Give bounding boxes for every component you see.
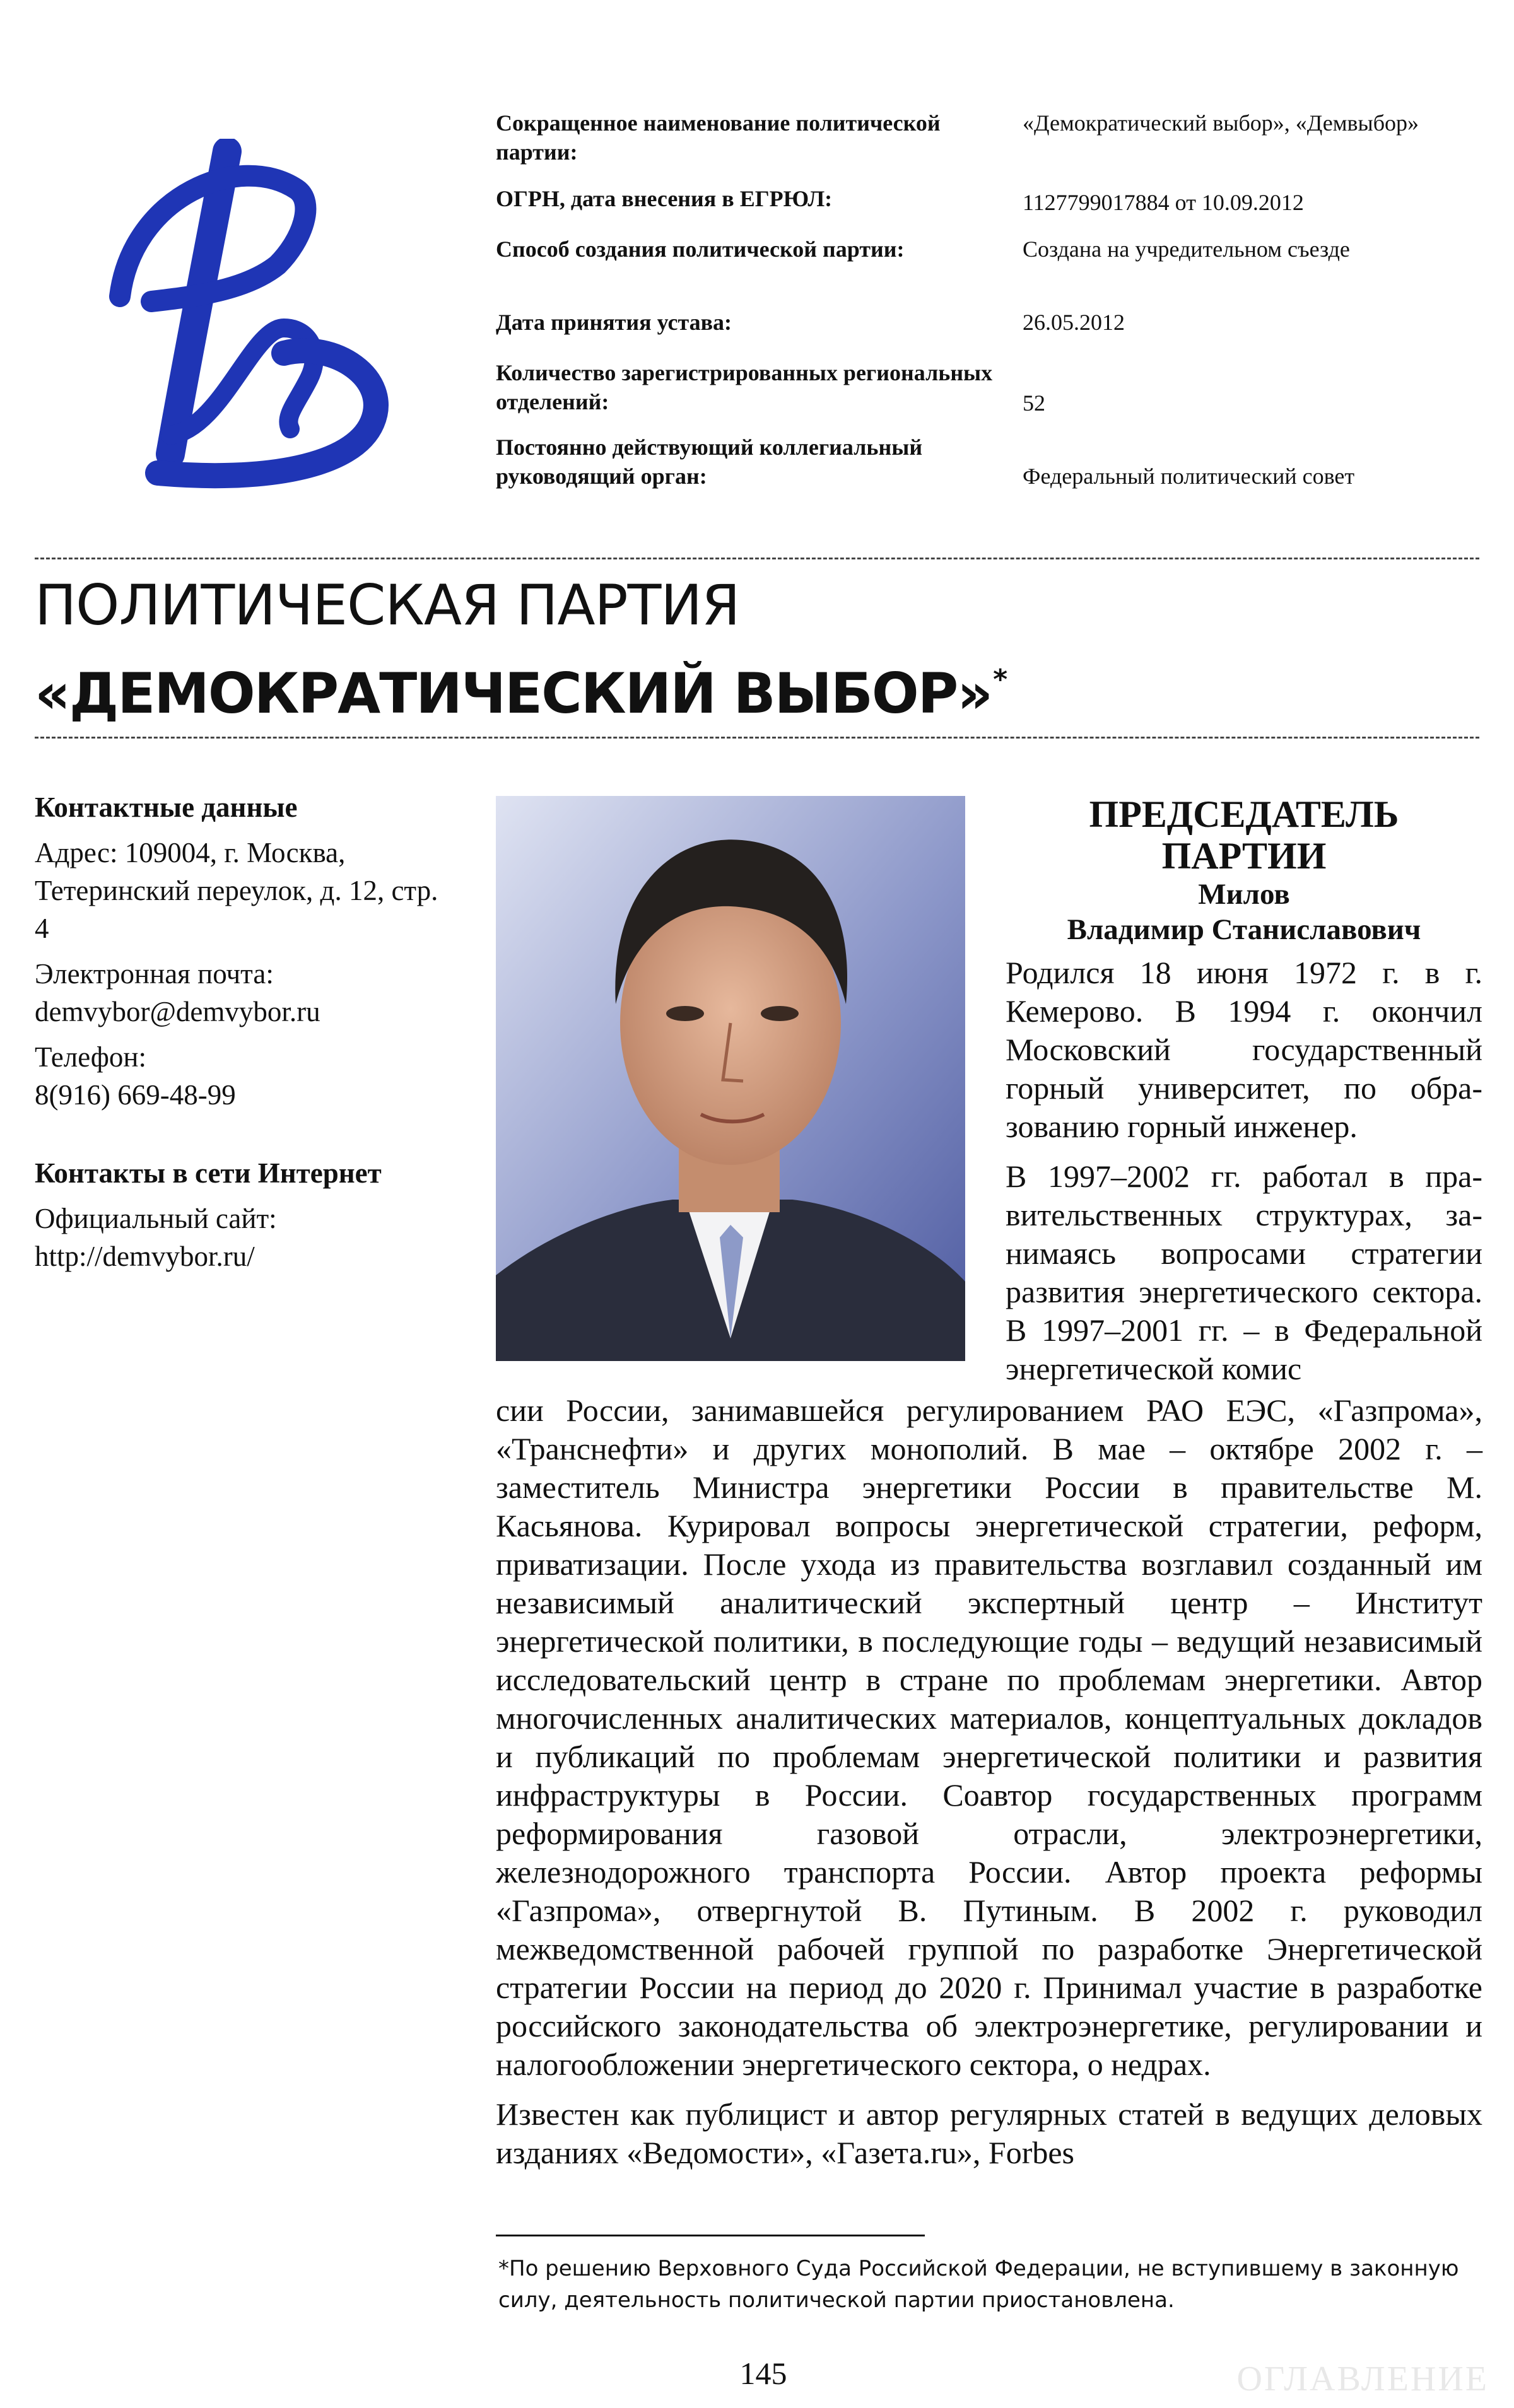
info-row — [496, 235, 1486, 308]
party-name: «ДЕМОКРАТИЧЕСКИЙ ВЫБОР» — [35, 661, 992, 726]
site-link[interactable]: http://demvybor.ru/ — [35, 1241, 255, 1272]
info-label: Сокращенное наименование политической партии: — [496, 110, 941, 165]
internet-heading: Контакты в сети Интернет — [35, 1157, 382, 1189]
address-value: 109004, г. Москва, Тетеринский переулок, д. 12, стр. 4 — [35, 837, 438, 944]
info-label: Количество зарегистрированных региональных отделений: — [496, 360, 993, 414]
page-title-line1: ПОЛИТИЧЕСКАЯ ПАРТИЯ — [35, 573, 740, 638]
chairman-photo — [496, 796, 965, 1361]
address-label: Адрес: — [35, 837, 118, 868]
divider-top — [35, 558, 1479, 559]
bio-paragraph: сии России, занимавшейся регулированием РАО ЕЭС, «Газпрома», «Транснефти» и других монополий. В мае – октябре 2002 г. – заместитель Министра энергетики России в правительстве М. Касьянова. Курировал вопросы энергетической стратегии, реформ, приватизации. После ухода из правительства возглавил созданный им независимый аналитический экспертный центр – Институт энергетической политики, в последующие годы – ведущий независимый исследовательский центр в стране по проблемам энергетики. Автор многочисленных аналитических материалов, концептуальных докладов и публикаций по проблемам энергетической политики и развития инфраструктуры в России. Соавтор государственных программ реформирования газовой отрасли, электроэнергетики, железнодорожного транспорта России. Автор проекта реформы «Газпрома», отвергнутой В. Путиным. В 2002 г. руководил межведомственной рабочей группой по разработке Энергетической стратегии России на период до 2020 г. Принимал участие в разработке российского законодательства об электроэнергетике, регулировании и налогообложении энергетического сектора, о недрах. — [496, 1393, 1482, 2082]
chairman-role-line1: ПРЕДСЕДАТЕЛЬ — [1089, 793, 1399, 835]
email-link[interactable]: demvybor@demvybor.ru — [35, 996, 320, 1027]
phone-label: Телефон: — [35, 1041, 146, 1073]
info-label: ОГРН, дата внесения в ЕГРЮЛ: — [496, 186, 833, 211]
bio-paragraph: Известен как публицист и автор регулярных статей в ведущих деловых изданиях «Ведомости», «Газета.ru», Forbes — [496, 2096, 1482, 2170]
toc-link[interactable]: ОГЛАВЛЕНИЕ — [1236, 2359, 1489, 2399]
footnote-mark: * — [993, 663, 1007, 696]
divider-bottom — [35, 737, 1479, 739]
bio-paragraph: В 1997–2002 гг. работал в правительственных структурах, занимаясь вопросами стратегии развития энергетического сектора. В 1997–2001 гг. – в Федеральной энергетической комис — [1006, 1159, 1482, 1386]
address — [35, 834, 451, 947]
page-number: 145 — [739, 2356, 787, 2391]
info-label: Способ создания политической партии: — [496, 237, 905, 262]
info-value: 1127799017884 от 10.09.2012 — [1023, 190, 1304, 215]
contacts-section — [35, 788, 451, 1275]
chairman-name: Владимир Станиславович — [1067, 913, 1421, 946]
info-label: Постоянно действующий коллегиальный руководящий орган: — [496, 435, 923, 489]
info-row — [496, 433, 1486, 496]
footnote-rule — [496, 2235, 925, 2236]
page-title-line2 — [35, 648, 1006, 725]
info-row — [496, 358, 1486, 433]
chairman-header — [1006, 793, 1482, 947]
footnote: *По решению Верховного Суда Российской Федерации, не вступившему в законную силу, деятельность политической партии приостановлена. — [498, 2256, 1459, 2313]
info-row — [496, 108, 1486, 184]
party-logo-mark — [95, 139, 397, 492]
info-value: Федеральный политический совет — [1023, 464, 1355, 489]
info-value: Создана на учредительном съезде — [1023, 237, 1350, 262]
chairman-surname: Милов — [1198, 878, 1290, 911]
party-logo — [95, 139, 397, 492]
biography-column — [1006, 954, 1482, 1400]
phone-value: 8(916) 669-48-99 — [35, 1079, 236, 1111]
party-info-table — [496, 108, 1486, 496]
bio-paragraph: Родился 18 июня 1972 г. в г. Кемерово. В 1994 г. окончил Московский государственный горный университет, по образованию горный инженер. — [1006, 955, 1482, 1144]
email-label: Электронная почта: — [35, 958, 274, 990]
info-label: Дата принятия устава: — [496, 310, 732, 335]
info-value: 26.05.2012 — [1023, 310, 1125, 335]
biography-wide — [496, 1391, 1482, 2183]
info-value: «Демократический выбор», «Демвыбор» — [1023, 110, 1419, 136]
chairman-role-line2: ПАРТИИ — [1161, 835, 1327, 877]
info-row — [496, 184, 1486, 235]
site-label: Официальный сайт: — [35, 1203, 277, 1234]
info-row — [496, 308, 1486, 358]
info-value: 52 — [1023, 390, 1045, 416]
contacts-heading: Контактные данные — [35, 792, 298, 823]
